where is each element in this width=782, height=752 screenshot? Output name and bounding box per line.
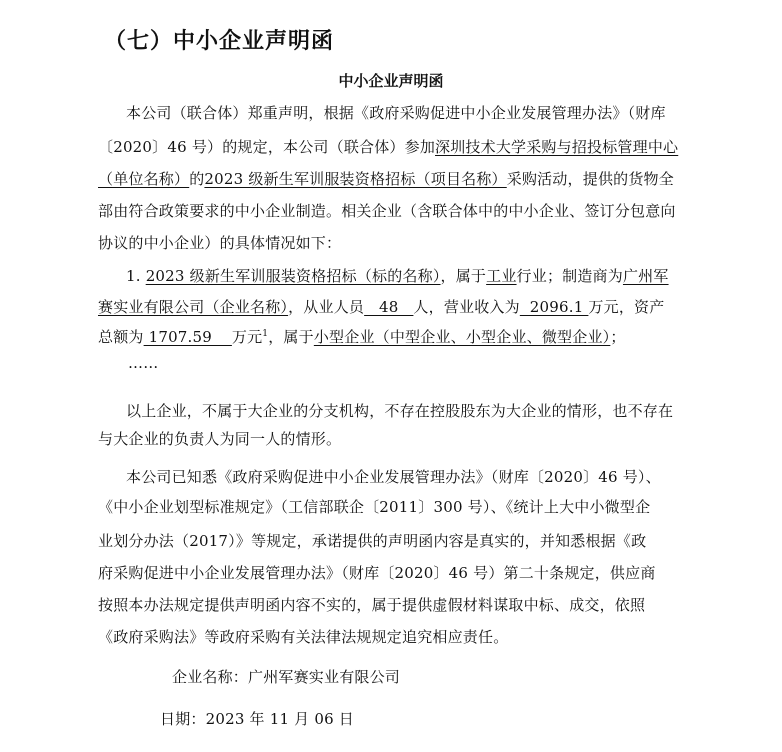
para1-line3-text-a: 的: [189, 170, 205, 188]
para1-line4-text: 部由符合政策要求的中小企业制造。相关企业（含联合体中的中小企业、签订分包意向: [98, 202, 676, 220]
item1-line2: [98, 296, 664, 317]
footnote-marker: 1: [262, 329, 269, 339]
para1-line2: [98, 136, 678, 157]
item1-line3-text-a: 总额为: [98, 328, 144, 346]
signature-date: [160, 708, 354, 729]
para3-line4: [98, 562, 656, 583]
item1-line3-text-d: ；: [610, 328, 626, 346]
document-title: 中小企业声明函: [338, 72, 444, 90]
para3-line5: [98, 594, 645, 615]
item1-line2-text-c: 万元，资产: [588, 298, 665, 316]
para2-line2-text: 与大企业的负责人为同一人的情形。: [98, 430, 342, 448]
enterprise-type: 小型企业（中型企业、小型企业、微型企业）: [313, 328, 611, 346]
para1-line3-text-b: 采购活动，提供的货物全: [506, 170, 674, 188]
para1-line4: [98, 200, 676, 221]
para1-line3: [98, 168, 674, 189]
item1-line1: [126, 265, 669, 286]
item1-line3-text-c: ，属于: [268, 328, 314, 346]
para3-line1-text: 本公司已知悉《政府采购促进中小企业发展管理办法》（财库〔2020〕46 号）、: [126, 468, 661, 486]
signature-company: [172, 666, 400, 687]
ellipsis: [128, 354, 158, 372]
para3-line4-text: 府采购促进中小企业发展管理办法》（财库〔2020〕46 号）第二十条规定，供应商: [98, 564, 656, 582]
para1-line2-text: 〔2020〕46 号）的规定，本公司（联合体）参加: [98, 138, 436, 156]
item1-line3: [98, 326, 626, 347]
employee-count: 48: [364, 298, 414, 316]
manufacturer-name-part2: 赛实业有限公司（企业名称）: [98, 298, 289, 316]
section-heading: （七）中小企业声明函: [104, 29, 335, 54]
item1-line2-text-a: ，从业人员: [288, 298, 365, 316]
para1-line5: [98, 232, 341, 253]
para2-line1-text: 以上企业，不属于大企业的分支机构，不存在控股股东为大企业的情形，也不存在: [126, 402, 674, 420]
project-name: 2023 级新生军训服装资格招标（项目名称）: [204, 170, 507, 188]
item-number: 1.: [126, 267, 141, 285]
para3-line6: [98, 626, 508, 647]
item1-line1-text-b: ，属于: [440, 267, 487, 285]
para1-line5-text: 协议的中小企业）的具体情况如下：: [98, 234, 342, 252]
para3-line3: [98, 530, 646, 551]
manufacturer-name-part1: 广州军: [622, 267, 669, 285]
para2-line2: [98, 428, 341, 449]
para3-line5-text: 按照本办法规定提供声明函内容不实的，属于提供虚假材料谋取中标、成交，依照: [98, 596, 646, 614]
industry: 工业: [486, 267, 517, 285]
ellipsis-text: ……: [128, 354, 159, 372]
date-line: 日期：2023 年 11 月 06 日: [160, 710, 354, 728]
para3-line3-text: 业划分办法（2017）》等规定，承诺提供的声明函内容是真实的，并知悉根据《政: [98, 532, 647, 550]
para3-line2-text: 《中小企业划型标准规定》（工信部联企〔2011〕300 号）、《统计上大中小微型企: [98, 498, 651, 516]
unit-name-label: （单位名称）: [98, 170, 190, 188]
para3-line6-text: 《政府采购法》等政府采购有关法律法规规定追究相应责任。: [98, 628, 509, 646]
procurement-center-name: 深圳技术大学采购与招投标管理中心: [435, 138, 679, 156]
item1-line2-text-b: 人，营业收入为: [413, 298, 520, 316]
operating-revenue: 2096.1: [519, 298, 589, 316]
item1-line3-text-b: 万元: [231, 328, 263, 346]
para3-line2: [98, 496, 650, 517]
total-assets: 1707.59: [143, 328, 232, 346]
para2-line1: [126, 400, 673, 421]
para1-line1: [126, 102, 666, 123]
para1-line1-text: 本公司（联合体）郑重声明，根据《政府采购促进中小企业发展管理办法》（财库: [126, 104, 666, 122]
company-name-line: 企业名称：广州军赛实业有限公司: [172, 668, 401, 686]
subject-name: 2023 级新生军训服装资格招标（标的名称）: [145, 267, 441, 285]
item1-line1-text-c: 行业；制造商为: [516, 267, 623, 285]
para3-line1: [126, 466, 661, 487]
